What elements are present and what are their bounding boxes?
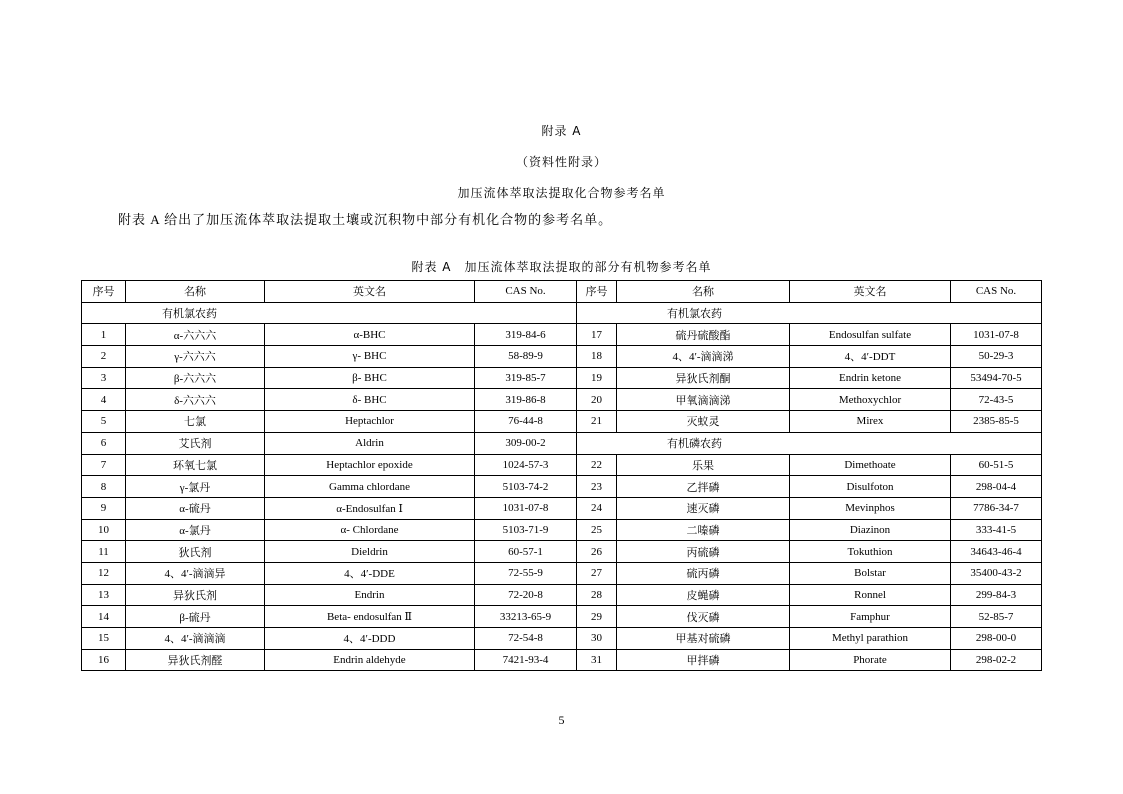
left-english-name-cell: β- BHC [265, 367, 475, 389]
right-serial-cell: 17 [577, 324, 617, 346]
table-row [82, 497, 1042, 519]
left-cas-cell: 5103-74-2 [475, 476, 577, 498]
left-name-cell: γ-氯丹 [126, 476, 265, 498]
left-serial-cell: 12 [82, 562, 126, 584]
left-english-name-cell: 4、4′-DDE [265, 562, 475, 584]
left-serial-cell: 6 [82, 432, 126, 454]
right-name-cell: 丙硫磷 [617, 541, 790, 563]
column-header: 名称 [126, 281, 265, 303]
table-row [82, 476, 1042, 498]
left-group-label: 有机氯农药 [82, 302, 577, 324]
right-cas-cell: 333-41-5 [951, 519, 1042, 541]
table-row [82, 454, 1042, 476]
right-serial-cell: 23 [577, 476, 617, 498]
column-header: 序号 [577, 281, 617, 303]
left-cas-cell: 58-89-9 [475, 346, 577, 368]
left-serial-cell: 1 [82, 324, 126, 346]
left-cas-cell: 319-84-6 [475, 324, 577, 346]
left-name-cell: α-六六六 [126, 324, 265, 346]
right-english-name-cell: Mirex [790, 411, 951, 433]
right-english-name-cell: Endrin ketone [790, 367, 951, 389]
right-name-cell: 硫丹硫酸酯 [617, 324, 790, 346]
left-english-name-cell: Endrin [265, 584, 475, 606]
left-name-cell: 4、4′-滴滴滴 [126, 628, 265, 650]
table-row [82, 519, 1042, 541]
right-english-name-cell: Famphur [790, 606, 951, 628]
left-cas-cell: 1024-57-3 [475, 454, 577, 476]
left-name-cell: γ-六六六 [126, 346, 265, 368]
left-cas-cell: 7421-93-4 [475, 649, 577, 671]
right-english-name-cell: Ronnel [790, 584, 951, 606]
table-row [82, 389, 1042, 411]
left-serial-cell: 13 [82, 584, 126, 606]
intro-paragraph: 附表 A 给出了加压流体萃取法提取土壤或沉积物中部分有机化合物的参考名单。 [118, 212, 613, 227]
appendix-subtitle: （资料性附录） [515, 155, 607, 169]
left-cas-cell: 5103-71-9 [475, 519, 577, 541]
table-row [82, 649, 1042, 671]
left-serial-cell: 5 [82, 411, 126, 433]
right-english-name-cell: Diazinon [790, 519, 951, 541]
left-english-name-cell: Aldrin [265, 432, 475, 454]
right-name-cell: 伐灭磷 [617, 606, 790, 628]
left-name-cell: 异狄氏剂醛 [126, 649, 265, 671]
table-row [82, 324, 1042, 346]
right-cas-cell: 298-00-0 [951, 628, 1042, 650]
left-english-name-cell: Beta- endosulfan Ⅱ [265, 606, 475, 628]
right-cas-cell: 7786-34-7 [951, 497, 1042, 519]
right-name-cell: 异狄氏剂酮 [617, 367, 790, 389]
right-name-cell: 乙拌磷 [617, 476, 790, 498]
table-row [82, 432, 1042, 454]
right-group-label: 有机氯农药 [577, 302, 1042, 324]
left-cas-cell: 72-20-8 [475, 584, 577, 606]
left-serial-cell: 11 [82, 541, 126, 563]
left-serial-cell: 15 [82, 628, 126, 650]
right-serial-cell: 30 [577, 628, 617, 650]
right-serial-cell: 28 [577, 584, 617, 606]
table-row [82, 562, 1042, 584]
left-english-name-cell: α-BHC [265, 324, 475, 346]
left-cas-cell: 33213-65-9 [475, 606, 577, 628]
reference-table [81, 280, 1042, 671]
right-english-name-cell: 4、4′-DDT [790, 346, 951, 368]
right-cas-cell: 298-04-4 [951, 476, 1042, 498]
right-cas-cell: 52-85-7 [951, 606, 1042, 628]
left-serial-cell: 10 [82, 519, 126, 541]
left-english-name-cell: δ- BHC [265, 389, 475, 411]
left-serial-cell: 14 [82, 606, 126, 628]
left-english-name-cell: Dieldrin [265, 541, 475, 563]
right-serial-cell: 29 [577, 606, 617, 628]
right-serial-cell: 26 [577, 541, 617, 563]
left-serial-cell: 7 [82, 454, 126, 476]
right-serial-cell: 22 [577, 454, 617, 476]
right-english-name-cell: Disulfoton [790, 476, 951, 498]
right-name-cell: 甲拌磷 [617, 649, 790, 671]
right-serial-cell: 24 [577, 497, 617, 519]
left-english-name-cell: 4、4′-DDD [265, 628, 475, 650]
left-english-name-cell: Gamma chlordane [265, 476, 475, 498]
column-header: 英文名 [265, 281, 475, 303]
left-name-cell: 环氧七氯 [126, 454, 265, 476]
right-serial-cell: 25 [577, 519, 617, 541]
right-cas-cell: 298-02-2 [951, 649, 1042, 671]
column-header: 序号 [82, 281, 126, 303]
right-cas-cell: 1031-07-8 [951, 324, 1042, 346]
left-serial-cell: 16 [82, 649, 126, 671]
left-name-cell: 异狄氏剂 [126, 584, 265, 606]
table-header-row [82, 281, 1042, 303]
column-header: CAS No. [951, 281, 1042, 303]
table-caption: 附表 A 加压流体萃取法提取的部分有机物参考名单 [411, 260, 712, 274]
right-serial-cell: 27 [577, 562, 617, 584]
group-row [82, 302, 1042, 324]
right-cas-cell: 60-51-5 [951, 454, 1042, 476]
column-header: CAS No. [475, 281, 577, 303]
left-english-name-cell: Heptachlor epoxide [265, 454, 475, 476]
left-serial-cell: 4 [82, 389, 126, 411]
right-serial-cell: 18 [577, 346, 617, 368]
left-cas-cell: 1031-07-8 [475, 497, 577, 519]
left-name-cell: β-硫丹 [126, 606, 265, 628]
left-name-cell: 七氯 [126, 411, 265, 433]
left-name-cell: α-硫丹 [126, 497, 265, 519]
right-english-name-cell: Endosulfan sulfate [790, 324, 951, 346]
left-cas-cell: 72-55-9 [475, 562, 577, 584]
right-cas-cell: 50-29-3 [951, 346, 1042, 368]
right-english-name-cell: Methoxychlor [790, 389, 951, 411]
left-name-cell: 4、4′-滴滴异 [126, 562, 265, 584]
right-name-cell: 乐果 [617, 454, 790, 476]
left-cas-cell: 309-00-2 [475, 432, 577, 454]
table-row [82, 346, 1042, 368]
right-english-name-cell: Mevinphos [790, 497, 951, 519]
right-serial-cell: 19 [577, 367, 617, 389]
right-group-label-organophosphorus: 有机磷农药 [577, 432, 1042, 454]
right-english-name-cell: Dimethoate [790, 454, 951, 476]
table-row [82, 541, 1042, 563]
left-name-cell: 艾氏剂 [126, 432, 265, 454]
left-serial-cell: 8 [82, 476, 126, 498]
right-cas-cell: 34643-46-4 [951, 541, 1042, 563]
right-name-cell: 甲氧滴滴涕 [617, 389, 790, 411]
right-cas-cell: 72-43-5 [951, 389, 1042, 411]
right-name-cell: 灭蚁灵 [617, 411, 790, 433]
page-number: 5 [558, 713, 565, 727]
left-name-cell: α-氯丹 [126, 519, 265, 541]
column-header: 名称 [617, 281, 790, 303]
table-row [82, 367, 1042, 389]
left-english-name-cell: Heptachlor [265, 411, 475, 433]
left-serial-cell: 9 [82, 497, 126, 519]
left-cas-cell: 72-54-8 [475, 628, 577, 650]
right-serial-cell: 21 [577, 411, 617, 433]
right-name-cell: 4、4′-滴滴涕 [617, 346, 790, 368]
table-row [82, 584, 1042, 606]
appendix-title: 附录 A [541, 124, 582, 138]
appendix-heading: 加压流体萃取法提取化合物参考名单 [457, 186, 666, 200]
right-cas-cell: 53494-70-5 [951, 367, 1042, 389]
table-row [82, 628, 1042, 650]
left-name-cell: δ-六六六 [126, 389, 265, 411]
left-cas-cell: 76-44-8 [475, 411, 577, 433]
right-cas-cell: 299-84-3 [951, 584, 1042, 606]
right-cas-cell: 35400-43-2 [951, 562, 1042, 584]
right-name-cell: 硫丙磷 [617, 562, 790, 584]
left-english-name-cell: α- Chlordane [265, 519, 475, 541]
left-english-name-cell: α-Endosulfan Ⅰ [265, 497, 475, 519]
table-row [82, 606, 1042, 628]
column-header: 英文名 [790, 281, 951, 303]
left-english-name-cell: γ- BHC [265, 346, 475, 368]
right-serial-cell: 20 [577, 389, 617, 411]
right-name-cell: 速灭磷 [617, 497, 790, 519]
right-english-name-cell: Bolstar [790, 562, 951, 584]
left-serial-cell: 3 [82, 367, 126, 389]
left-cas-cell: 319-85-7 [475, 367, 577, 389]
right-name-cell: 皮蝇磷 [617, 584, 790, 606]
left-name-cell: β-六六六 [126, 367, 265, 389]
right-name-cell: 甲基对硫磷 [617, 628, 790, 650]
table-row [82, 411, 1042, 433]
left-english-name-cell: Endrin aldehyde [265, 649, 475, 671]
right-english-name-cell: Phorate [790, 649, 951, 671]
left-cas-cell: 319-86-8 [475, 389, 577, 411]
left-name-cell: 狄氏剂 [126, 541, 265, 563]
left-serial-cell: 2 [82, 346, 126, 368]
right-english-name-cell: Tokuthion [790, 541, 951, 563]
left-cas-cell: 60-57-1 [475, 541, 577, 563]
right-english-name-cell: Methyl parathion [790, 628, 951, 650]
right-serial-cell: 31 [577, 649, 617, 671]
right-cas-cell: 2385-85-5 [951, 411, 1042, 433]
right-name-cell: 二嗪磷 [617, 519, 790, 541]
